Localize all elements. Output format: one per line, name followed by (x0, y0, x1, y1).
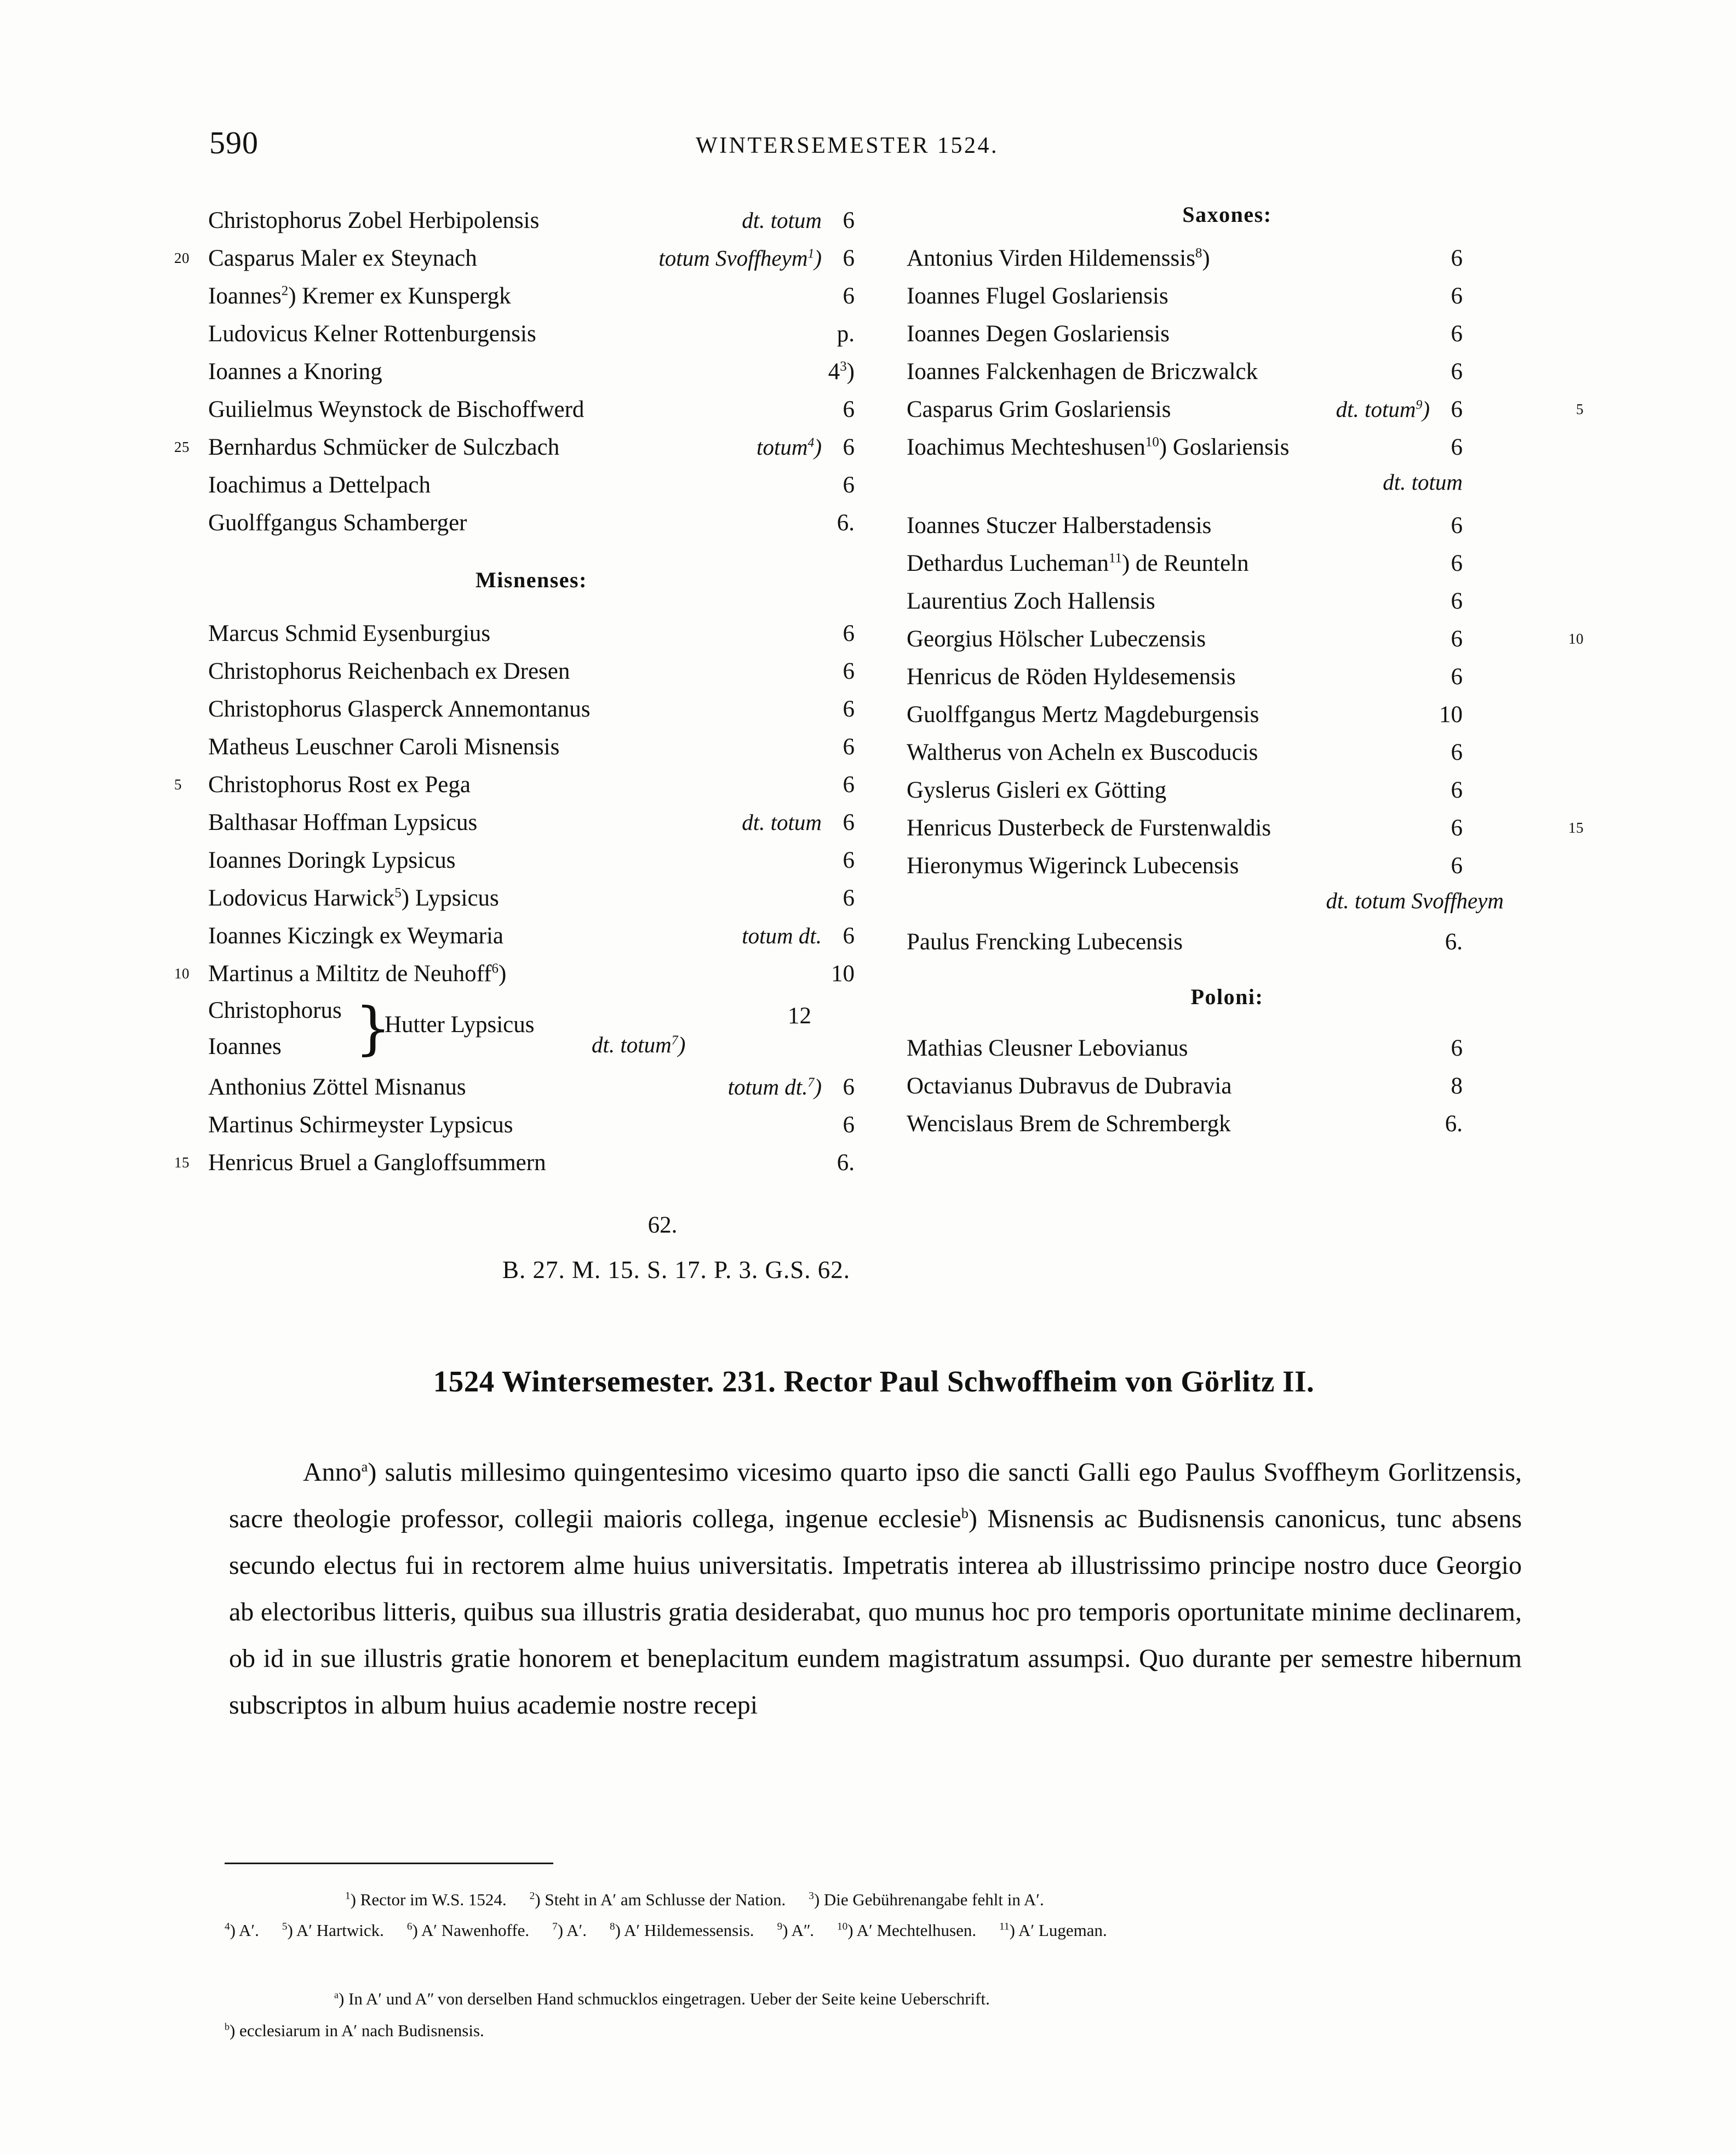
register-entry (208, 690, 855, 728)
entry-fee: 6 (1451, 815, 1463, 841)
line-number: 20 (174, 250, 190, 266)
line-number: 15 (1568, 820, 1584, 836)
register-entry (907, 1029, 1548, 1067)
entry-name: Marcus Schmid Eysenburgius (208, 621, 491, 646)
register-entry (208, 1106, 855, 1144)
entry-name: Casparus Grim Goslariensis (907, 397, 1171, 422)
entry-fee: 6 (843, 923, 855, 949)
entry-fee: 6. (1445, 929, 1463, 955)
entry-annotation: totum$^4$) (757, 434, 822, 460)
entry-fee: 6 (843, 245, 855, 271)
footnote-ref-b: b (961, 1505, 969, 1521)
register-entry (907, 428, 1548, 466)
line-number: 5 (1576, 401, 1584, 417)
entry-name: Hieronymus Wigerinck Lubecensis (907, 853, 1239, 879)
footnote-marker: 7 (552, 1921, 558, 1933)
entry-fee: 6 (1451, 1035, 1463, 1061)
footnote-marker: a (334, 1989, 339, 2001)
folio-number: 590 (209, 125, 259, 161)
entry-fee: 6 (1451, 513, 1463, 538)
register-entry (907, 582, 1548, 620)
register-entry (208, 652, 855, 690)
register-entry (208, 277, 855, 315)
spacer (907, 1010, 1548, 1029)
running-head-title: WINTERSEMESTER 1524. (696, 133, 999, 158)
spacer (907, 227, 1548, 239)
footnote-marker: 3 (809, 1890, 814, 1902)
register-entry (907, 1067, 1548, 1105)
footnote-line: $^1$) Rector im W.S. 1524. $^2$) Steht in Aʹ am Schlusse der Nation. $^3$) Die Gebührenangabe fehlt in Aʹ. (345, 1890, 1044, 1909)
line-number: 25 (174, 439, 190, 455)
spacer (907, 498, 1548, 507)
register-entry (907, 696, 1548, 734)
register-entry (208, 615, 855, 652)
line-number: 5 (174, 776, 182, 793)
register-entry (174, 766, 855, 804)
register-entry (174, 239, 855, 277)
entry-fee: p. (837, 321, 855, 347)
entry-name: Octavianus Dubravus de Dubravia (907, 1073, 1232, 1099)
entry-fee: 6 (1451, 853, 1463, 879)
register-entry (208, 466, 855, 504)
lettered-footnote-line: $^a$) In Aʹ und Aʺ von derselben Hand schmucklos eingetragen. Ueber der Seite keine Ueberschrift. (334, 1989, 990, 2008)
entry-annotation: totum Svoffheym$^1$) (658, 245, 822, 271)
register-entry (208, 391, 855, 428)
entry-name: Ioannes Falckenhagen de Briczwalck (907, 359, 1258, 385)
footnote-marker: b (225, 2021, 230, 2032)
entry-fee: 6 (843, 397, 855, 422)
entry-fee: 6 (1451, 283, 1463, 309)
entry-fee: 6 (843, 885, 855, 911)
register-entry (907, 507, 1548, 545)
register-entry (907, 315, 1548, 353)
entry-name: Martinus Schirmeyster Lypsicus (208, 1112, 513, 1138)
entry-name: Guolffgangus Schamberger (208, 510, 467, 536)
entry-fee: 6 (843, 734, 855, 760)
right-column (907, 202, 1584, 1143)
entry-annotation: dt. totum (742, 810, 822, 835)
entry-name: Casparus Maler ex Steynach (208, 245, 477, 271)
footnote-marker: 4 (225, 1921, 230, 1933)
register-entry (208, 804, 855, 841)
entry-name: Antonius Virden Hildemenssis$^8$) (907, 245, 1210, 271)
entry-annotation: dt. totum$^9$) (1336, 397, 1430, 422)
spacer (907, 916, 1548, 923)
entry-name: Laurentius Zoch Hallensis (907, 588, 1155, 614)
entry-fee: 6 (843, 472, 855, 498)
running-head (0, 127, 1736, 165)
entry-fee: 6 (843, 847, 855, 873)
entry-fee: 6 (1451, 740, 1463, 765)
entry-fee: 6 (843, 772, 855, 798)
register-entry (208, 504, 855, 542)
entry-name: Henricus Bruel a Gangloffsummern (208, 1150, 546, 1176)
entry-name: Bernhardus Schmücker de Sulczbach (208, 434, 560, 460)
register-entry (907, 620, 1584, 658)
register-entry (174, 428, 855, 466)
grand-total: 62. (648, 1212, 678, 1238)
register-entry (208, 728, 855, 766)
body-paragraph: Anno$^a$) salutis millesimo quingentesimo vicesimo quarto ipso die sancti Galli ego Paulus Svoffheym Gorlitzensis, sacre theologie professor, collegii maioris collega, ingenue ecclesie$^b$) Misnensis ac Budisnensis canonicus, tunc absens secundo electus fui in rectorem alme huius universitatis. Impetratis interea ab illustrissimo principe nostro duce Georgio ab electoribus litteris, quibus sua illustris gratia desiderabat, quo munus hoc pro temporis oportunitate minime declinarem, ob id in sue illustris gratie honorem et beneplacitum eundem magistratum assumpsi. Quo durante per semestre hibernum subscriptos in album huius academie nostre recepi (229, 1458, 1522, 1720)
entry-fee: 6 (843, 621, 855, 646)
entry-name: Lodovicus Harwick$^5$) Lypsicus (208, 885, 499, 911)
entry-fee: 8 (1451, 1073, 1463, 1099)
entry-fee: 6 (1451, 359, 1463, 385)
entry-name: Henricus de Röden Hyldesemensis (907, 664, 1236, 690)
register-entry (208, 879, 855, 917)
section-title: 1524 Wintersemester. 231. Rector Paul Schwoffheim von Görlitz II. (433, 1365, 1315, 1398)
brace-fee: 12 (788, 1003, 811, 1029)
entry-fee: 6 (843, 658, 855, 684)
entry-name: Ioannes Stuczer Halberstadensis (907, 513, 1212, 538)
brace-annotation: dt. totum$^7$) (592, 1032, 686, 1057)
register-entry (907, 391, 1584, 428)
entry-annotation: dt. totum (742, 208, 822, 233)
annotation-text: dt. totum (1383, 469, 1463, 495)
nation-heading-poloni: Poloni: (1190, 984, 1264, 1009)
floating-annotation (907, 885, 1548, 916)
register-entry (907, 809, 1584, 847)
register-entry (907, 734, 1548, 771)
entry-name: Paulus Frencking Lubecensis (907, 929, 1183, 955)
entry-name: Matheus Leuschner Caroli Misnensis (208, 734, 560, 760)
lettered-footnotes (225, 1983, 1517, 2047)
numbered-footnotes (225, 1884, 1517, 1946)
entry-fee: 6 (1451, 397, 1463, 422)
brace-shared-surname: Hutter Lypsicus (385, 1012, 535, 1038)
register-entry (907, 239, 1548, 277)
register-entry (907, 277, 1548, 315)
entry-name: Christophorus Zobel Herbipolensis (208, 208, 540, 233)
entry-fee: 10 (831, 961, 855, 987)
register-entry (208, 1068, 855, 1106)
brace-entry-name-1: Christophorus (208, 998, 342, 1023)
entry-fee: 10 (1439, 702, 1463, 727)
entry-name: Wencislaus Brem de Schrembergk (907, 1111, 1231, 1137)
curly-brace-icon: } (355, 995, 392, 1062)
entry-annotation: totum dt. (742, 923, 822, 948)
entry-fee: 6 (843, 696, 855, 722)
register-entry (907, 353, 1548, 391)
entry-fee: 6. (837, 1150, 855, 1176)
spacer (208, 542, 855, 567)
register-entry (208, 353, 855, 391)
entry-fee: 6 (1451, 777, 1463, 803)
entry-name: Christophorus Glasperck Annemontanus (208, 696, 591, 722)
entry-fee: 6 (1451, 245, 1463, 271)
entry-name: Ioachimus a Dettelpach (208, 472, 431, 498)
footnote-ref-a: a (361, 1458, 368, 1475)
entry-name: Guilielmus Weynstock de Bischoffwerd (208, 397, 585, 422)
entry-name: Mathias Cleusner Lebovianus (907, 1035, 1188, 1061)
entry-fee: 6 (1451, 588, 1463, 614)
brace-grouped-entry (208, 993, 855, 1068)
footnote-marker: 2 (529, 1890, 535, 1902)
register-entry (208, 841, 855, 879)
nation-heading-misnenses: Misnenses: (475, 568, 587, 592)
footnote-marker: 1 (345, 1890, 351, 1902)
spacer (208, 593, 855, 615)
entry-name: Christophorus Reichenbach ex Dresen (208, 658, 570, 684)
entry-fee: 6 (1451, 321, 1463, 347)
footnote-line: $^4$) Aʹ. $^5$) Aʹ Hartwick. $^6$) Aʹ Nawenhoffe. $^7$) Aʹ. $^8$) Aʹ Hildemessensis. $^9$) Aʺ. $^{10}$) Aʹ Mechtelhusen. $^{11}$) Aʹ Lugeman. (225, 1921, 1107, 1940)
register-entry (907, 923, 1548, 961)
register-entry (174, 955, 855, 993)
register-entry (208, 315, 855, 353)
footnote-marker: 9 (777, 1921, 783, 1933)
entry-name: Ioannes a Knoring (208, 359, 382, 385)
entry-name: Christophorus Rost ex Pega (208, 772, 471, 798)
lettered-footnote-line: $^b$) ecclesiarum in Aʹ nach Budisnensis. (225, 2021, 484, 2040)
entry-name: Martinus a Miltitz de Neuhoff$^6$) (208, 961, 507, 987)
entry-name: Balthasar Hoffman Lypsicus (208, 810, 478, 835)
line-number: 10 (1568, 631, 1584, 647)
footnote-marker: 10 (837, 1921, 848, 1933)
footnote-marker: 11 (999, 1921, 1010, 1933)
entry-name: Gyslerus Gisleri ex Götting (907, 777, 1167, 803)
register-entry (174, 1144, 855, 1182)
entry-fee: 6 (843, 208, 855, 233)
entry-name: Ioannes Flugel Goslariensis (907, 283, 1168, 309)
entry-fee: 6 (843, 1074, 855, 1100)
entry-name: Dethardus Lucheman$^{11}$) de Reunteln (907, 551, 1249, 576)
entry-fee: 6 (843, 283, 855, 309)
nation-heading-saxones: Saxones: (1182, 202, 1272, 227)
register-entry (907, 771, 1548, 809)
entry-fee: 6 (843, 1112, 855, 1138)
footnote-marker: 5 (282, 1921, 288, 1933)
spacer (907, 961, 1548, 984)
line-number: 15 (174, 1154, 190, 1171)
entry-fee: 6 (1451, 434, 1463, 460)
line-number: 10 (174, 965, 190, 982)
annotation-text: dt. totum Svoffheym (1326, 888, 1504, 913)
footnote-marker: 8 (610, 1921, 615, 1933)
entry-fee: 6 (843, 810, 855, 835)
entry-annotation: totum dt.$^7$) (727, 1074, 822, 1099)
entry-name: Henricus Dusterbeck de Furstenwaldis (907, 815, 1271, 841)
entry-name: Guolffgangus Mertz Magdeburgensis (907, 702, 1259, 727)
entry-name: Ioannes Degen Goslariensis (907, 321, 1170, 347)
entry-name: Georgius Hölscher Lubeczensis (907, 626, 1206, 652)
brace-entry-name-2: Ioannes (208, 1034, 282, 1059)
register-entry (208, 202, 855, 239)
entry-name: Anthonius Zöttel Misnanus (208, 1074, 466, 1100)
entry-name: Ioannes Kiczingk ex Weymaria (208, 923, 504, 949)
register-entry (907, 847, 1548, 885)
entry-fee: 6 (1451, 664, 1463, 690)
entry-name: Waltherus von Acheln ex Buscoducis (907, 740, 1258, 765)
entry-name: Ioannes$^2$) Kremer ex Kunspergk (208, 283, 511, 309)
entry-fee: 6 (1451, 626, 1463, 652)
register-entry (907, 545, 1548, 582)
footnote-marker: 6 (406, 1921, 412, 1933)
entry-fee: 6 (843, 434, 855, 460)
register-entry (907, 658, 1548, 696)
nation-summary-line: B. 27. M. 15. S. 17. P. 3. G.S. 62. (502, 1256, 851, 1284)
entry-name: Ioachimus Mechteshusen$^{10}$) Goslariensis (907, 434, 1290, 460)
entry-fee: 6. (1445, 1111, 1463, 1137)
entry-fee: $4^3$) (828, 359, 855, 385)
entry-fee: 6 (1451, 551, 1463, 576)
register-entry (907, 1105, 1548, 1143)
footnote-rule (225, 1863, 553, 1864)
entry-fee: 6. (837, 510, 855, 536)
register-entry (208, 917, 855, 955)
floating-annotation (907, 466, 1548, 498)
entry-name: Ioannes Doringk Lypsicus (208, 847, 456, 873)
entry-name: Ludovicus Kelner Rottenburgensis (208, 321, 536, 347)
left-column (174, 202, 855, 1182)
